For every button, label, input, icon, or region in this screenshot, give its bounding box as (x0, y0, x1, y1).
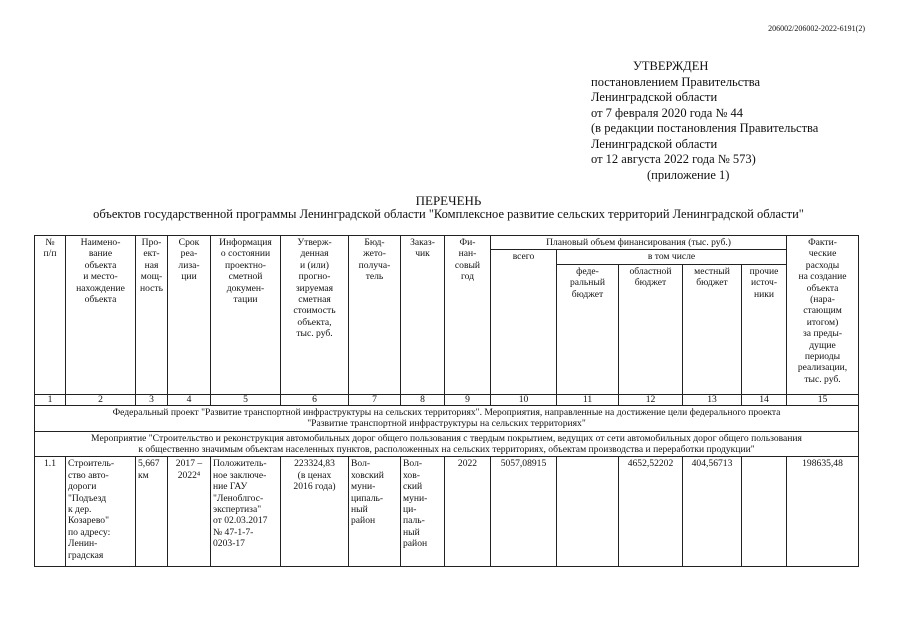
row-recipient: Вол- ховский муни- ципаль- ный район (349, 457, 401, 567)
header-cost: Утверж- денная и (или) прогно- зируемая сметная стоимость объекта, тыс. руб. (281, 236, 349, 395)
row-year: 2022 (445, 457, 491, 567)
objects-table (34, 235, 859, 567)
header-planned-financing: Плановый объем финансирования (тыс. руб.) (491, 236, 787, 250)
column-number: 14 (742, 394, 787, 405)
approval-line: (в редакции постановления Правительства (591, 121, 819, 135)
row-capacity: 5,667 км (136, 457, 168, 567)
column-number: 3 (136, 394, 168, 405)
section-activity: Мероприятие "Строительство и реконструкция автомобильных дорог общего пользования с твердым покрытием, ведущих от сети автомобильных дорог общего пользования к общественно значимым объектам населенных пунктов, расположенных на сельских территориях, объектам производства и переработки продукции" (35, 431, 859, 457)
column-number: 13 (683, 394, 742, 405)
row-cost: 223324,83 (в ценах 2016 года) (281, 457, 349, 567)
header-local-budget: местный бюджет (683, 264, 742, 394)
approval-heading: УТВЕРЖДЕН (633, 59, 709, 73)
column-number: 15 (787, 394, 859, 405)
row-other (742, 457, 787, 567)
column-number: 11 (557, 394, 619, 405)
row-regional: 4652,52202 (619, 457, 683, 567)
header-federal-budget: феде- ральный бюджет (557, 264, 619, 394)
column-number: 10 (491, 394, 557, 405)
column-number: 4 (168, 394, 211, 405)
header-number: № п/п (35, 236, 66, 395)
header-name: Наимено- вание объекта и место- нахождение объекта (66, 236, 136, 395)
column-number: 5 (211, 394, 281, 405)
row-period: 2017 – 2022⁴ (168, 457, 211, 567)
header-capacity: Про- ект- ная мощ- ность (136, 236, 168, 395)
header-period: Срок реа- лиза- ции (168, 236, 211, 395)
approval-line: от 12 августа 2022 года № 573) (591, 152, 756, 166)
header-other-sources: прочие источ- ники (742, 264, 787, 394)
table-row (35, 457, 859, 567)
row-customer: Вол- хов- ский муни- ци- паль- ный район (401, 457, 445, 567)
row-number: 1.1 (35, 457, 66, 567)
approval-line: постановлением Правительства (591, 74, 761, 89)
document-reference: 206002/206002-2022-6191(2) (768, 24, 865, 33)
row-local: 404,56713 (683, 457, 742, 567)
row-actual: 198635,48 (787, 457, 859, 567)
header-actual-expenses: Факти- ческие расходы на создание объекта (нара- стающим итогом) за преды- дущие периоды реализации, тыс. руб. (787, 236, 859, 395)
approval-line: Ленинградской области (591, 136, 718, 151)
column-number: 7 (349, 394, 401, 405)
section-federal-project: Федеральный проект "Развитие транспортной инфраструктуры на сельских территориях". Мероприятия, направленные на достижение цели федерального проекта "Развитие транспортной инфраструктуры на сельских территориях" (35, 405, 859, 431)
column-number: 12 (619, 394, 683, 405)
approval-block (591, 59, 818, 183)
header-year: Фи- нан- совый год (445, 236, 491, 395)
header-regional-budget: областной бюджет (619, 264, 683, 394)
column-number: 9 (445, 394, 491, 405)
document-title: ПЕРЕЧЕНЬ (415, 193, 482, 208)
row-federal (557, 457, 619, 567)
header-including: в том числе (557, 250, 787, 264)
column-number: 1 (35, 394, 66, 405)
approval-line: от 7 февраля 2020 года № 44 (591, 105, 744, 120)
header-total: всего (491, 250, 557, 394)
column-number: 8 (401, 394, 445, 405)
row-total: 5057,08915 (491, 457, 557, 567)
header-recipient: Бюд- жето- получа- тель (349, 236, 401, 395)
row-object-name: Строитель- ство авто- дороги "Подъезд к дер. Козарево" по адресу: Ленин- градская (66, 457, 136, 567)
row-documentation: Положитель- ное заключе- ние ГАУ "Леноблгос- экспертиза" от 02.03.2017 № 47-1-7- 0203-17 (211, 457, 281, 567)
header-customer: Заказ- чик (401, 236, 445, 395)
header-documentation: Информация о состоянии проектно- сметной докумен- тации (211, 236, 281, 395)
column-number: 6 (281, 394, 349, 405)
approval-line: Ленинградской области (591, 90, 718, 104)
document-subtitle: объектов государственной программы Ленинградской области "Комплексное развитие сельских территорий Ленинградской области" (93, 207, 804, 221)
approval-appendix: (приложение 1) (647, 167, 730, 182)
column-number: 2 (66, 394, 136, 405)
